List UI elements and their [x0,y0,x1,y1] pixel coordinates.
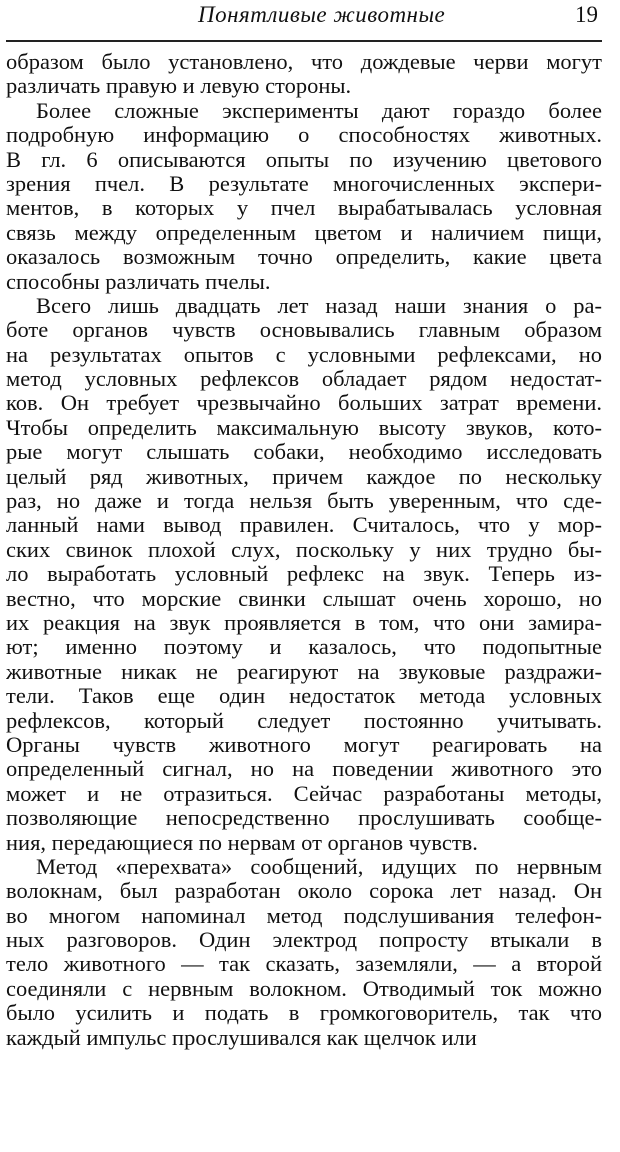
text-line: различать правую и левую стороны. [6,74,352,99]
text-line: ния, передающиеся по нервам от органов чувств. [6,830,478,855]
text-line: ков. Он требует чрезвычайно больших затрат времени. [6,391,602,416]
text-line: было усилить и подать в громкоговоритель, так что [6,1001,602,1026]
text-line: В гл. 6 описываются опыты по изучению цветового [6,147,602,172]
text-line: зрения пчел. В результате многочисленных экспери- [6,171,602,196]
text-line: волокнам, был разработан около сорока лет назад. Он [6,879,602,904]
text-line: ло выработать условный рефлекс на звук. Теперь из- [6,562,602,587]
text-line: каждый импульс прослушивался как щелчок или [6,1025,477,1050]
text-line: Метод «перехвата» сообщений, идущих по нервным [36,854,602,879]
body-text [6,50,602,1050]
text-line: животные никак не реагируют на звуковые раздражи- [6,659,602,684]
text-line: боте органов чувств основывались главным образом [6,318,602,343]
text-line: рефлексов, который следует постоянно учитывать. [6,708,602,733]
text-line: подробную информацию о способностях животных. [6,123,602,148]
paragraph [6,855,602,1050]
page-number: 19 [575,2,598,27]
text-line: способны различать пчелы. [6,269,271,294]
paragraph [6,99,602,294]
text-line: во многом напоминал метод подслушивания телефон- [6,903,602,928]
text-line: Всего лишь двадцать лет назад наши знания о ра- [36,293,602,318]
text-line: Более сложные эксперименты дают гораздо более [36,98,602,123]
text-line: определенный сигнал, но на поведении животного это [6,757,602,782]
text-line: оказалось возможным точно определить, какие цвета [6,245,602,270]
paragraph [6,50,602,99]
text-line: ланный нами вывод правилен. Считалось, что у мор- [6,513,602,538]
text-line: ют; именно поэтому и казалось, что подопытные [6,635,602,660]
text-line: Органы чувств животного могут реагировать на [6,732,602,757]
text-line: тели. Таков еще один недостаток метода условных [6,684,602,709]
text-line: позволяющие непосредственно прослушивать сообще- [6,806,602,831]
text-line: ских свинок плохой слух, поскольку у них трудно бы- [6,537,602,562]
text-line: раз, но даже и тогда нельзя быть уверенным, что сде- [6,489,602,514]
text-line: образом было установлено, что дождевые черви могут [6,50,602,74]
text-line: ных разговоров. Один электрод попросту втыкали в [6,928,602,953]
text-line: на результатах опытов с условными рефлексами, но [6,342,602,367]
text-line: метод условных рефлексов обладает рядом недостат- [6,367,602,392]
text-line: может и не отразиться. Сейчас разработаны методы, [6,781,602,806]
text-line: Чтобы определить максимальную высоту звуков, кото- [6,415,602,440]
header-rule [6,40,602,42]
text-line: ментов, в которых у пчел вырабатывалась условная [6,196,602,221]
text-line: соединяли с нервным волокном. Отводимый ток можно [6,976,602,1001]
paragraph [6,294,602,855]
text-line: тело животного — так сказать, заземляли, — а второй [6,952,602,977]
text-line: вестно, что морские свинки слышат очень хорошо, но [6,586,602,611]
running-head [8,2,600,32]
running-title: Понятливые животные [198,2,446,27]
text-line: связь между определенным цветом и наличием пищи, [6,220,602,245]
text-line: целый ряд животных, причем каждое по нескольку [6,464,602,489]
text-line: их реакция на звук проявляется в том, что они замира- [6,610,602,635]
text-line: рые могут слышать собаки, необходимо исследовать [6,440,602,465]
